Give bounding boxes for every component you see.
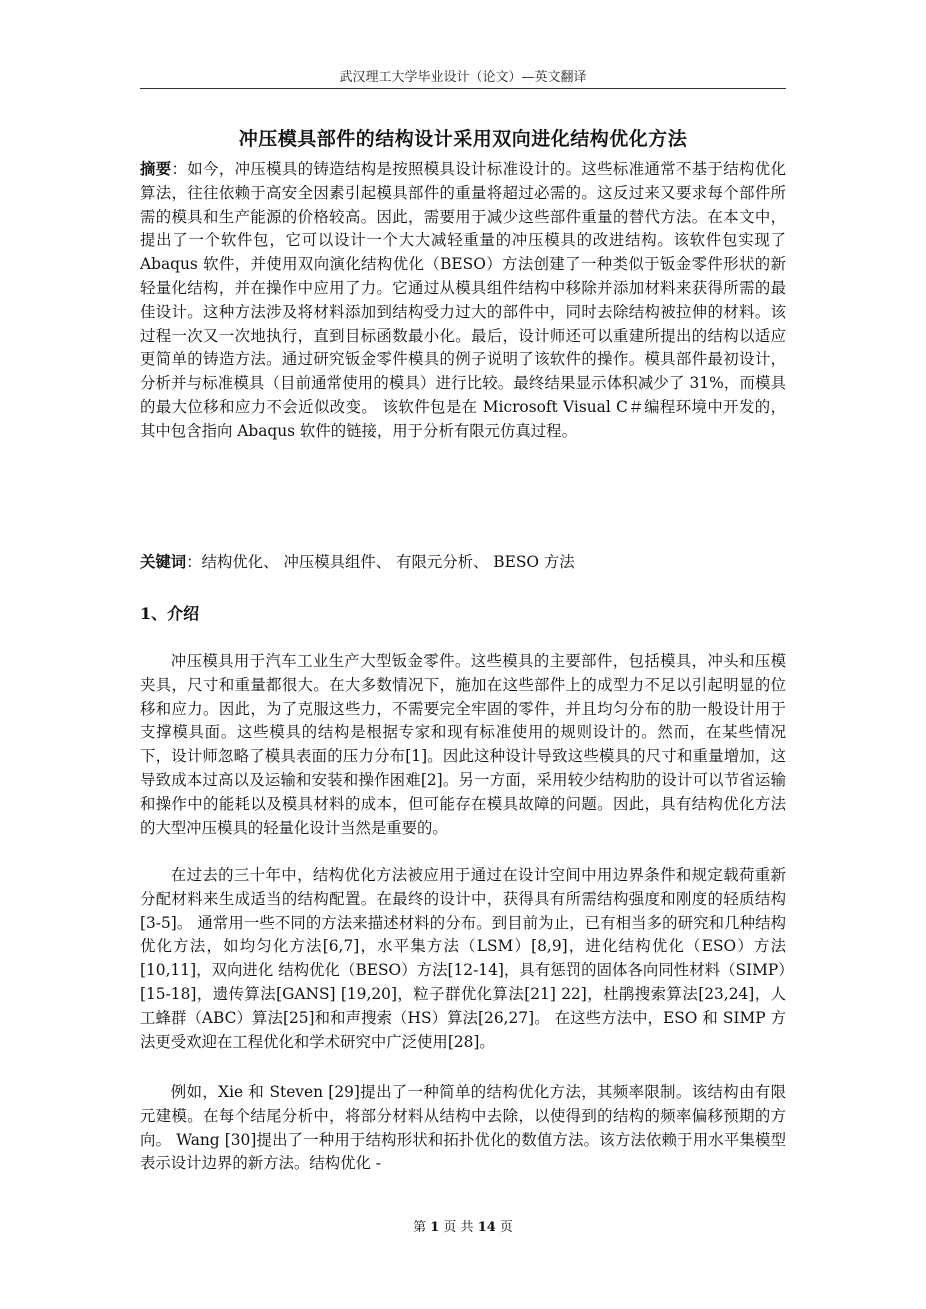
- section-heading-intro: 1、介绍: [140, 604, 200, 623]
- keywords-colon: ：: [186, 553, 202, 571]
- page-footer: [0, 1216, 926, 1235]
- body-paragraph-3: 例如，Xie 和 Steven [29]提出了一种简单的结构优化方法，其频率限制。该结构由有限元建模。在每个结尾分析中，将部分材料从结构中去除，以使得到的结构的频率偏移预期的方向。 Wang [30]提出了一种用于结构形状和拓扑优化的数值方法。该方法依赖于用水平集模型表示设计边界的新方法。结构优化 -: [140, 1083, 786, 1173]
- header-divider: [140, 88, 786, 89]
- abstract-text: 如今，冲压模具的铸造结构是按照模具设计标准设计的。这些标准通常不基于结构优化算法，往往依赖于高安全因素引起模具部件的重量将超过必需的。这反过来又要求每个部件所需的模具和生产能源的价格较高。因此，需要用于减少这些部件重量的替代方法。在本文中，提出了一个软件包，它可以设计一个大大减轻重量的冲压模具的改进结构。该软件包实现了 Abaqus 软件，并使用双向演化结构优化（BESO）方法创建了一种类似于钣金零件形状的新轻量化结构，并在操作中应用了力。它通过从模具组件结构中移除并添加材料来获得所需的最佳设计。这种方法涉及将材料添加到结构受力过大的部件中，同时去除结构被拉伸的材料。该过程一次又一次地执行，直到目标函数最小化。最后，设计师还可以重建所提出的结构以适应更简单的铸造方法。通过研究钣金零件模具的例子说明了该软件的操作。模具部件最初设计，分析并与标准模具（目前通常使用的模具）进行比较。最终结果显示体积减少了 31%，而模具的最大位移和应力不会近似改变。 该软件包是在 Microsoft Visual C＃编程环境中开发的，其中包含指向 Abaqus 软件的链接，用于分析有限元仿真过程。: [140, 160, 786, 440]
- keywords-label: 关键词: [140, 553, 187, 571]
- running-header: 武汉理工大学毕业设计（论文）—英文翻译: [339, 70, 587, 85]
- abstract-paragraph: [140, 158, 786, 444]
- keywords-text: 结构优化、 冲压模具组件、 有限元分析、 BESO 方法: [201, 553, 575, 571]
- footer-middle: 页 共: [443, 1220, 474, 1235]
- footer-suffix: 页: [499, 1220, 513, 1235]
- body-paragraph-1: 冲压模具用于汽车工业生产大型钣金零件。这些模具的主要部件，包括模具，冲头和压模夹具，尺寸和重量都很大。在大多数情况下，施加在这些部件上的成型力不足以引起明显的位移和应力。因此，为了克服这些力，不需要完全牢固的零件，并且均匀分布的肋一般设计用于支撑模具面。这些模具的结构是根据专家和现有标准使用的规则设计的。然而，在某些情况下，设计师忽略了模具表面的压力分布[1]。因此这种设计导致这些模具的尺寸和重量增加，这导致成本过高以及运输和安装和操作困难[2]。另一方面，采用较少结构肋的设计可以节省运输和操作中的能耗以及模具材料的成本，但可能存在模具故障的问题。因此，具有结构优化方法的大型冲压模具的轻量化设计当然是重要的。: [140, 652, 786, 837]
- footer-prefix: 第: [413, 1220, 427, 1235]
- footer-total-pages: 14: [477, 1220, 496, 1235]
- body-paragraph-2: 在过去的三十年中，结构优化方法被应用于通过在设计空间中用边界条件和规定载荷重新分配材料来生成适当的结构配置。在最终的设计中，获得具有所需结构强度和刚度的轻质结构[3-5]。 通常用一些不同的方法来描述材料的分布。到目前为止，已有相当多的研究和几种结构优化方法，如均匀化方法[6,7]，水平集方法（LSM）[8,9]，进化结构优化（ESO）方法[10,11]，双向进化 结构优化（BESO）方法[12-14]，具有惩罚的固体各向同性材料（SIMP）[15-18]，遗传算法[GANS] [19,20]，粒子群优化算法[21] 22]，杜鹃搜索算法[23,24]，人工蜂群（ABC）算法[25]和和声搜索（HS）算法[26,27]。 在这些方法中，ESO 和 SIMP 方法更受欢迎在工程优化和学术研究中广泛使用[28]。: [140, 866, 786, 1051]
- abstract-label: 摘要: [140, 160, 172, 178]
- paper-title: 冲压模具部件的结构设计采用双向进化结构优化方法: [238, 128, 688, 150]
- footer-page-number: 1: [430, 1220, 440, 1235]
- abstract-colon: ：: [171, 160, 188, 178]
- keywords-paragraph: [140, 551, 786, 575]
